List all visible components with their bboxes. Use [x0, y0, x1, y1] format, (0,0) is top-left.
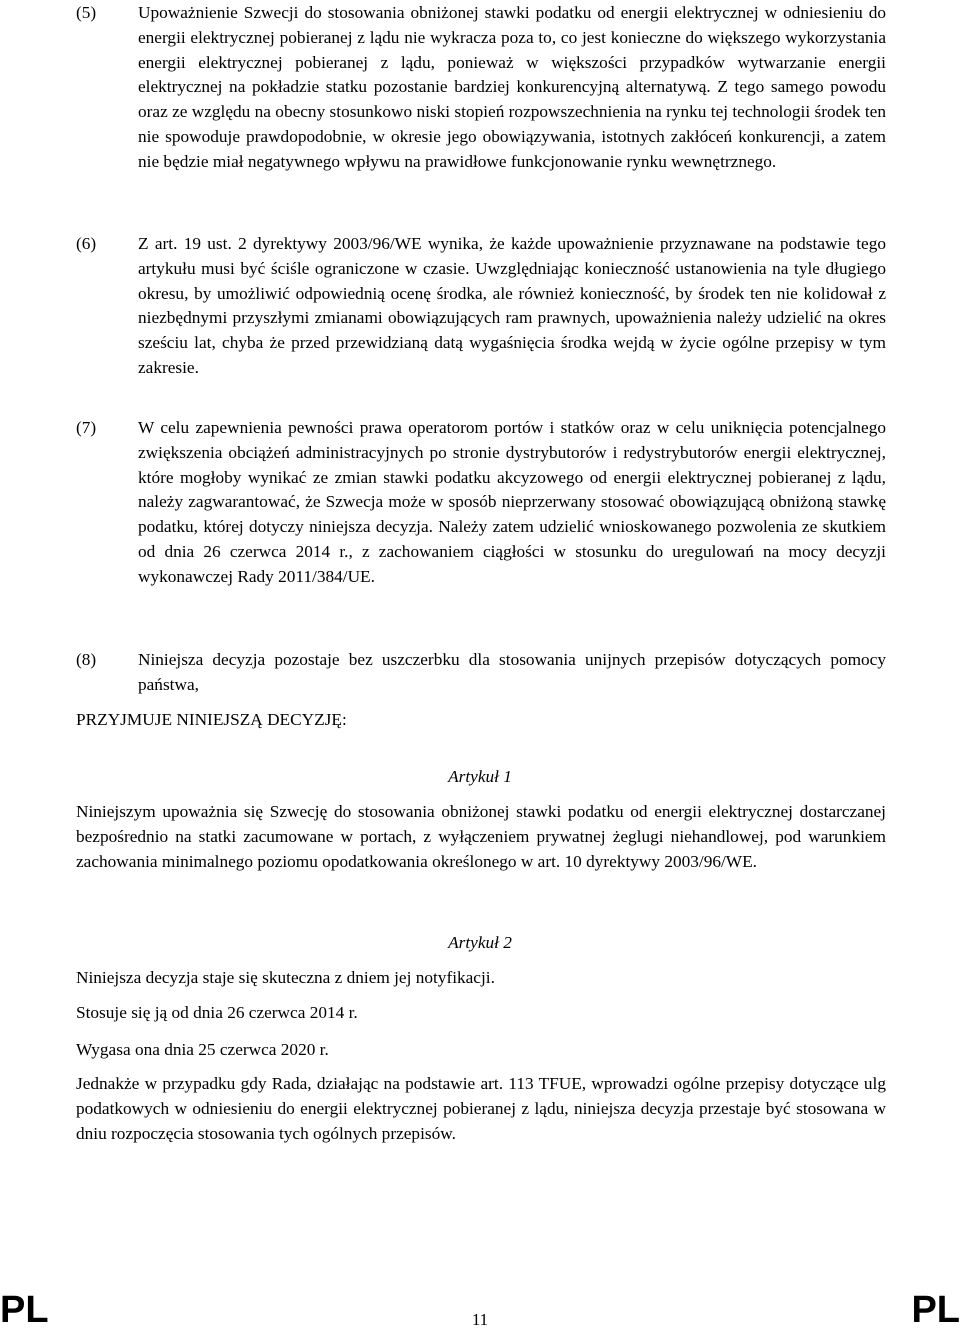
- recital-6: [76, 232, 886, 381]
- recital-7: [76, 416, 886, 590]
- recital-text: Upoważnienie Szwecji do stosowania obniżonej stawki podatku od energii elektrycznej w odniesieniu do energii elektrycznej pobieranej z lądu nie wykracza poza to, co jest konieczne do większego wykorzystania energii elektrycznej pobieranej z lądu, ponieważ w większości przypadków wytwarzanie energii elektrycznej na pokładzie statku pozostanie bardziej konkurencyjną alternatywą. Z tego samego powodu oraz ze względu na obecny stosunkowo niski stopień rozpowszechnienia na rynku tej technologii środek ten nie spowoduje prawdopodobnie, w okresie jego obowiązywania, istotnych zakłóceń konkurencji, a zatem nie będzie miał negatywnego wpływu na prawidłowe funkcjonowanie rynku wewnętrznego.: [138, 3, 886, 171]
- footer-language-code-right: PL: [911, 1289, 960, 1331]
- recital-text: Niniejsza decyzja pozostaje bez uszczerbku dla stosowania unijnych przepisów dotyczących pomocy państwa,: [138, 650, 886, 694]
- article-2-paragraph: Wygasa ona dnia 25 czerwca 2020 r.: [76, 1040, 329, 1059]
- article-1-heading: Artykuł 1: [448, 767, 512, 786]
- enacting-formula: PRZYJMUJE NINIEJSZĄ DECYZJĘ:: [76, 710, 347, 729]
- recital-number: (8): [76, 650, 97, 669]
- article-2-paragraph: Jednakże w przypadku gdy Rada, działając na podstawie art. 113 TFUE, wprowadzi ogólne przepisy dotyczące ulg podatkowych w odniesieniu do energii elektrycznej pobieranej z lądu, niniejsza decyzja przestaje być stosowana w dniu rozpoczęcia stosowania tych ogólnych przepisów.: [76, 1074, 886, 1143]
- article-2-paragraph: Stosuje się ją od dnia 26 czerwca 2014 r.: [76, 1003, 358, 1022]
- footer-language-code-left: PL: [0, 1289, 49, 1331]
- article-2-paragraph: Niniejsza decyzja staje się skuteczna z dniem jej notyfikacji.: [76, 968, 495, 987]
- recital-5: [76, 1, 886, 175]
- recital-number: (6): [76, 234, 97, 253]
- recital-number: (7): [76, 418, 97, 437]
- recital-text: W celu zapewnienia pewności prawa operatorom portów i statków oraz w celu uniknięcia potencjalnego zwiększenia obciążeń administracyjnych po stronie dystrybutorów i redystrybutorów energii elektrycznej, które mogłoby wynikać ze zmian stawki podatku akcyzowego od energii elektrycznej pobieranej z lądu, należy zagwarantować, że Szwecja może w sposób nieprzerwany stosować obowiązującą obniżoną stawkę podatku, której dotyczy niniejsza decyzja. Należy zatem udzielić wnioskowanego pozwolenia ze skutkiem od dnia 26 czerwca 2014 r., z zachowaniem ciągłości w stosunku do uregulowań na mocy decyzji wykonawczej Rady 2011/384/UE.: [138, 418, 886, 586]
- recital-8: [76, 648, 886, 698]
- recital-text: Z art. 19 ust. 2 dyrektywy 2003/96/WE wynika, że każde upoważnienie przyznawane na podstawie tego artykułu musi być ściśle ograniczone w czasie. Uwzględniając konieczność ustanowienia na tyle długiego okresu, by umożliwić odpowiednią ocenę środka, ale również konieczność, by środek ten nie kolidował z niezbędnymi przyszłymi zmianami obowiązujących ram prawnych, upoważnienia należy udzielić na okres sześciu lat, chyba że przed przewidzianą datą wygaśnięcia środka wejdą w życie ogólne przepisy w tym zakresie.: [138, 234, 886, 377]
- page-number: 11: [471, 1310, 489, 1329]
- article-2-heading: Artykuł 2: [448, 933, 512, 952]
- article-1-text: Niniejszym upoważnia się Szwecję do stosowania obniżonej stawki podatku od energii elektrycznej dostarczanej bezpośrednio na statki zacumowane w portach, z wyłączeniem prywatnej żeglugi niehandlowej, pod warunkiem zachowania minimalnego poziomu opodatkowania określonego w art. 10 dyrektywy 2003/96/WE.: [76, 802, 886, 871]
- recital-number: (5): [76, 3, 97, 22]
